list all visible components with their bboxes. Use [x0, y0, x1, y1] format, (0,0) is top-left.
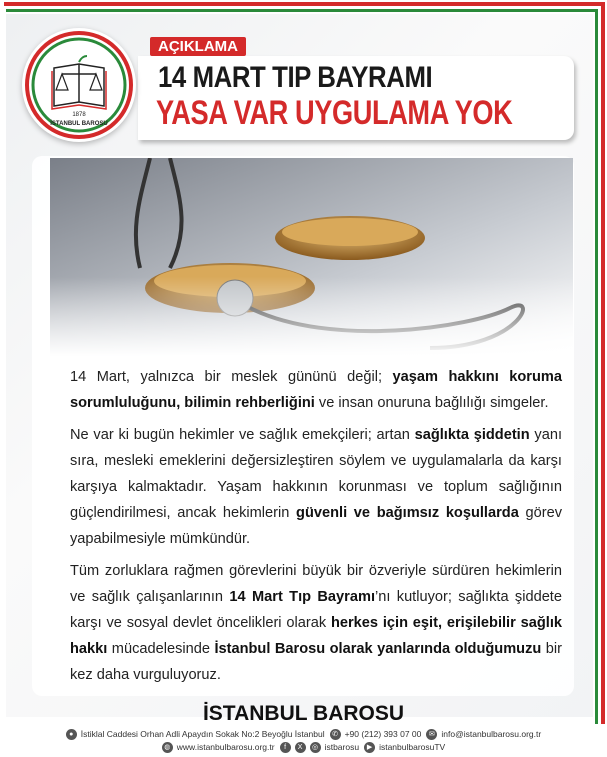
paragraph-2	[70, 422, 562, 552]
emphasis-text: 14 Mart Tıp Bayramı	[229, 589, 375, 605]
body-text: Ne var ki bugün hekimler ve sağlık emekçileri; artan	[70, 427, 415, 443]
border-green-right	[595, 9, 598, 724]
emphasis-text: güvenli ve bağımsız koşullarda	[296, 505, 519, 521]
body-text: ve insan onuruna bağlılığı simgeler.	[314, 395, 549, 411]
svg-text:1878: 1878	[72, 112, 86, 118]
facebook-icon[interactable]: f	[280, 742, 291, 753]
phone[interactable]: +90 (212) 393 07 00	[344, 729, 422, 739]
phone-icon: ✆	[330, 729, 341, 740]
border-green	[6, 9, 598, 12]
paragraph-1	[70, 364, 562, 416]
body-text: bir kez daha vurguluyoruz.	[70, 641, 563, 683]
website[interactable]: www.istanbulbarosu.org.tr	[176, 742, 275, 752]
social-handle[interactable]: istbarosu	[324, 742, 360, 752]
globe-icon: ◍	[162, 742, 173, 753]
location-icon: ●	[66, 729, 77, 740]
border-red-right	[601, 2, 605, 724]
emphasis-text: sağlıkta şiddetin	[414, 427, 530, 443]
x-icon[interactable]: X	[295, 742, 306, 753]
instagram-icon[interactable]: ◎	[310, 742, 321, 753]
body-text: 14 Mart, yalnızca bir meslek gününü değil;	[70, 369, 393, 385]
body-text: yanı sıra, mesleki emeklerini değersizleştiren söylem ve uygulamalarla da karşı karşıya kalmaktadır. Yaşam hakkının korunması ve toplum sağlığının güçlendirilmesi, ancak hekimlerin	[70, 427, 563, 521]
youtube-handle[interactable]: istanbulbarosuTV	[379, 742, 446, 752]
emphasis-text: yaşam hakkını koruma sorumluluğunu, bilimin rehberliğini	[70, 369, 562, 411]
svg-text:İSTANBUL BAROSU: İSTANBUL BAROSU	[50, 121, 108, 127]
announcement-badge: AÇIKLAMA	[150, 37, 246, 56]
brand-name: İSTANBUL BAROSU	[202, 702, 405, 725]
email[interactable]: info@istanbulbarosu.org.tr	[441, 729, 542, 739]
title-line-2: YASA VAR UYGULAMA YOK	[156, 94, 513, 132]
contact-footer	[14, 729, 593, 753]
title-line-1: 14 MART TIP BAYRAMI	[158, 61, 433, 94]
scales-stethoscope-photo	[50, 158, 573, 356]
statement-body	[70, 364, 562, 694]
bar-association-logo	[22, 28, 136, 142]
body-text: ’nı kutluyor; sağlıkta şiddete karşı ve sosyal devlet öncelikleri olarak	[70, 589, 562, 631]
body-text: Tüm zorluklara rağmen görevlerini büyük bir özveriyle sürdüren hekimlerin ve sağlık çalışanlarının	[70, 563, 562, 605]
emphasis-text: İstanbul Barosu olarak yanlarında olduğumuzu	[214, 641, 542, 657]
body-text: görev yapabilmesiyle mümkündür.	[70, 505, 563, 547]
email-icon: ✉	[426, 729, 437, 740]
border-red	[4, 2, 605, 6]
body-text: mücadelesinde	[107, 641, 215, 657]
address: İstiklal Caddesi Orhan Adli Apaydın Sokak No:2 Beyoğlu İstanbul	[80, 729, 325, 739]
youtube-icon[interactable]: ▶	[364, 742, 375, 753]
title-box	[138, 56, 574, 140]
paragraph-3	[70, 558, 562, 688]
emphasis-text: herkes için eşit, erişilebilir sağlık hakkı	[70, 615, 562, 657]
